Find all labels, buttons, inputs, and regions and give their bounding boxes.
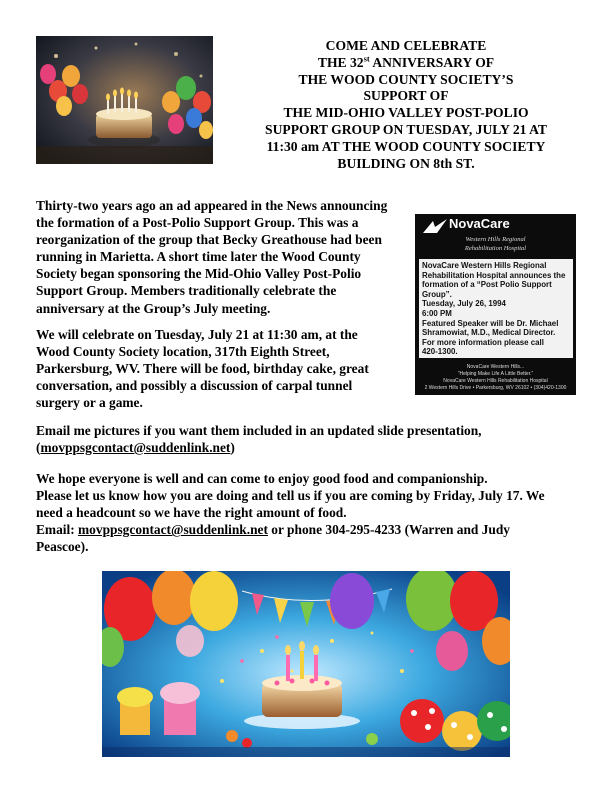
clipping-footer <box>415 364 576 392</box>
rsvp-line: need a headcount so we have the right amount of food. <box>36 505 347 521</box>
clipping-footer-line: NovaCare Western Hills... <box>466 364 525 370</box>
headline-line-2-pre: THE 32 <box>317 54 364 70</box>
event-line: surgery or a game. <box>36 395 143 411</box>
clipping-footer-line: 2 Western Hills Drive • Parkersburg, WV 26102 • (304)420-1300 <box>424 385 567 391</box>
clipping-line: Tuesday, July 26, 1994 <box>422 299 506 309</box>
history-line: the formation of a Post-Polio Support Group. This was a <box>36 215 359 231</box>
rsvp-line: We hope everyone is well and can come to enjoy good food and companionship. <box>36 471 488 486</box>
rsvp-contact-line <box>36 521 581 538</box>
clipping-line: Rehabilitation Hospital announces the <box>422 270 566 280</box>
clipping-line: Group”. <box>422 289 452 299</box>
newspaper-clipping <box>415 214 576 395</box>
email-label: Email: <box>36 522 79 538</box>
event-line: Wood County Society location, 317th Eighth Street, <box>36 344 330 360</box>
headline-line-2 <box>228 55 584 72</box>
clipping-line: For more information please call <box>422 337 544 347</box>
event-details-paragraph <box>36 326 411 411</box>
clipping-body <box>419 259 573 358</box>
contact-email-link[interactable]: movppsgcontact@suddenlink.net <box>78 522 268 538</box>
history-line: anniversary at the Group’s July meeting. <box>36 300 271 316</box>
clipping-line: 420-1300. <box>422 347 458 357</box>
history-line: running in Marietta. A short time later the Wood County <box>36 249 361 265</box>
pictures-email-line <box>36 439 581 456</box>
email-link[interactable]: movppsgcontact@suddenlink.net <box>40 440 231 456</box>
pictures-request-line: Email me pictures if you want them included in an updated slide presentation, <box>36 423 482 438</box>
history-line: reorganization of the group that Becky Greathouse had been <box>36 232 382 248</box>
party-balloons-photo <box>102 571 510 757</box>
clipping-line: Shramowiat, M.D., Medical Director. <box>422 328 556 338</box>
clipping-line: formation of a “Post Polio Support <box>422 280 552 290</box>
event-line: We will celebrate on Tuesday, July 21 at 11:30 am, at the <box>36 327 358 342</box>
clipping-subtitle-1: Western Hills Regional <box>465 236 526 243</box>
clipping-line: Featured Speaker will be Dr. Michael <box>422 318 559 328</box>
clipping-line: 6:00 PM <box>422 308 452 318</box>
history-line: Thirty-two years ago an ad appeared in the News announcing <box>36 198 388 213</box>
clipping-footer-line: “Helping Make Life A Little Better.” <box>457 371 534 377</box>
open-paren: ( <box>36 440 41 456</box>
headline-line-5: THE MID-OHIO VALLEY POST-POLIO <box>283 105 529 121</box>
headline-ordinal-suffix: st <box>363 53 370 64</box>
clipping-footer-line: NovaCare Western Hills Rehabilitation Hospital <box>443 378 548 384</box>
headline-line-7: 11:30 am AT THE WOOD COUNTY SOCIETY <box>266 138 546 154</box>
novacare-logo-icon <box>421 217 451 237</box>
rsvp-line: Please let us know how you are doing and tell us if you are coming by Friday, July 17. We <box>36 488 545 504</box>
headline-line-8: BUILDING ON 8th ST. <box>337 155 475 171</box>
close-paren: ) <box>230 440 235 456</box>
headline-line-2-post: ANNIVERSARY OF <box>369 54 495 70</box>
clipping-subtitle-2: Rehabilitation Hospital <box>464 245 527 252</box>
headline <box>228 38 584 172</box>
history-paragraph <box>36 197 411 317</box>
event-line: conversation, and possibly a discussion of carpal tunnel <box>36 378 353 394</box>
headline-line-6: SUPPORT GROUP ON TUESDAY, JULY 21 AT <box>265 121 547 137</box>
header-cake-photo <box>36 36 213 164</box>
pictures-request-paragraph <box>36 422 581 456</box>
history-line: Society began sponsoring the Mid-Ohio Valley Post-Polio <box>36 266 362 282</box>
rsvp-paragraph <box>36 470 581 555</box>
headline-line-1: COME AND CELEBRATE <box>325 38 487 53</box>
rsvp-line: Peascoe). <box>36 539 89 555</box>
headline-line-4: SUPPORT OF <box>363 88 449 104</box>
headline-line-3: THE WOOD COUNTY SOCIETY’S <box>298 71 514 87</box>
event-line: Parkersburg, WV. There will be food, birthday cake, great <box>36 361 369 377</box>
phone-text: or phone 304-295-4233 (Warren and Judy <box>267 522 511 538</box>
clipping-line: NovaCare Western Hills Regional <box>422 261 547 270</box>
history-line: Support Group. Members traditionally celebrate the <box>36 283 337 299</box>
clipping-logo-text: NovaCare <box>449 216 510 231</box>
